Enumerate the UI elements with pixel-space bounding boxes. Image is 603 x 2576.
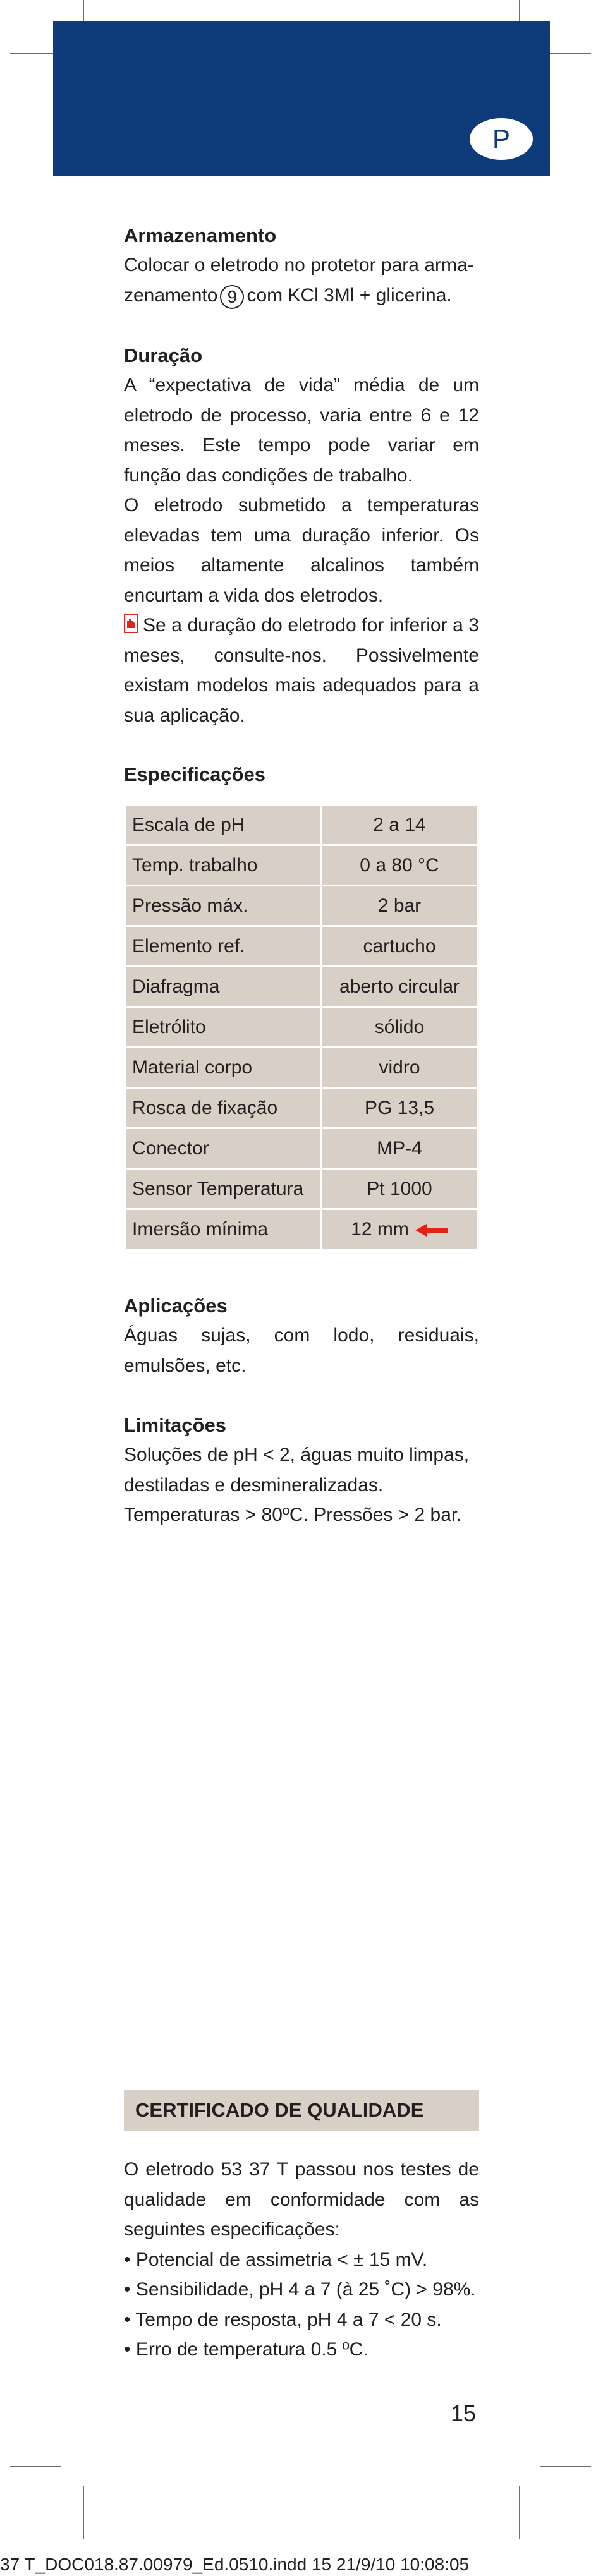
spec-label: Imersão mínima: [125, 1209, 321, 1250]
spec-row: [125, 926, 478, 967]
spec-label: Conector: [125, 1128, 321, 1169]
storage-text: Colocar o eletrodo no protetor para arma- zenamento 9 com KCl 3Ml + glicerina.: [124, 250, 479, 310]
duration-section: [124, 341, 479, 730]
spec-row: [125, 1128, 478, 1169]
crop-mark: [519, 2486, 520, 2539]
note-hand-icon: [124, 614, 138, 633]
spec-value-cell: [321, 886, 478, 926]
section-heading: Limitações: [124, 1414, 226, 1436]
certificate-list-item: • Tempo de resposta, pH 4 a 7 < 20 s.: [124, 2309, 442, 2330]
certificate-title: CERTIFICADO DE QUALIDADE: [135, 2099, 424, 2121]
spec-value-cell: [321, 1088, 478, 1128]
certificate-list-item: • Erro de temperatura 0.5 ºC.: [124, 2339, 368, 2360]
limitations-text: Soluções de pH < 2, águas muito limpas, destiladas e desmineralizadas. Temperaturas > 80ºC. Pressões > 2 bar.: [124, 1444, 470, 1525]
section-heading: Aplicações: [124, 1295, 228, 1317]
duration-text: A “expectativa de vida” média de um eletrodo de processo, varia entre 6 e 12 meses. Este tempo pode variar em função das condições de trabalho.: [124, 375, 479, 486]
spec-row: [125, 1007, 478, 1048]
specs-section: [124, 760, 479, 789]
duration-note: Se a duração do eletrodo for inferior a 3 meses, consulte-nos. Possivelmente existam modelos mais adequados para a sua aplicação.: [124, 615, 479, 726]
limitations-section: [124, 1411, 479, 1530]
specs-table: [124, 804, 479, 1250]
spec-row: [125, 845, 478, 886]
spec-value: MP-4: [377, 1137, 422, 1159]
spec-value-cell: [321, 1048, 478, 1088]
duration-text: O eletrodo submetido a temperaturas elevadas tem uma duração inferior. Os meios altamente alcalinos também encurtam a vida dos eletrodos.: [124, 495, 479, 606]
spec-row: [125, 967, 478, 1007]
spec-value-cell: [321, 1209, 478, 1250]
section-heading: Duração: [124, 344, 203, 366]
spec-value: sólido: [374, 1016, 425, 1037]
spec-row: [125, 1169, 478, 1209]
arrow-left-icon: [415, 1223, 448, 1237]
spec-value-cell: [321, 1128, 478, 1169]
spec-value: cartucho: [363, 935, 436, 957]
certificate-list: [124, 2245, 479, 2365]
spec-label: Elemento ref.: [125, 926, 321, 967]
crop-mark: [10, 2466, 61, 2467]
spec-value: vidro: [379, 1056, 420, 1078]
circled-number-icon: 9: [220, 285, 244, 309]
section-heading: Especificações: [124, 763, 266, 785]
spec-row: [125, 886, 478, 926]
spec-label: Material corpo: [125, 1048, 321, 1088]
spec-value-cell: [321, 967, 478, 1007]
spec-label: Escala de pH: [125, 805, 321, 845]
page-number: 15: [451, 2400, 477, 2426]
spec-label: Rosca de fixação: [125, 1088, 321, 1128]
spec-value: 0 a 80 °C: [360, 854, 439, 876]
certificate-section: [124, 2155, 479, 2365]
storage-section: [124, 221, 479, 310]
spec-value: Pt 1000: [367, 1178, 432, 1199]
crop-mark: [540, 2466, 591, 2467]
print-slug: 37 T_DOC018.87.00979_Ed.0510.indd 15 21/9/10 10:08:05: [0, 2555, 470, 2574]
certificate-intro: O eletrodo 53 37 T passou nos testes de qualidade em conformidade com as seguintes especificações:: [124, 2159, 479, 2240]
certificate-list-item: • Sensibilidade, pH 4 a 7 (à 25 ˚C) > 98%.: [124, 2279, 476, 2300]
certificate-title-bar: [124, 2090, 479, 2131]
spec-label: Temp. trabalho: [125, 845, 321, 886]
spec-label: Pressão máx.: [125, 886, 321, 926]
spec-value-cell: [321, 926, 478, 967]
model-number: 53 37 T: [221, 2159, 288, 2180]
language-badge: P: [470, 118, 533, 160]
spec-value: 12 mm: [351, 1218, 409, 1240]
spec-value: PG 13,5: [364, 1097, 435, 1118]
spec-value-cell: [321, 1007, 478, 1048]
spec-value-cell: [321, 845, 478, 886]
header-banner: [53, 21, 550, 176]
crop-mark: [83, 2486, 84, 2539]
spec-label: Diafragma: [125, 967, 321, 1007]
spec-label: Sensor Temperatura: [125, 1169, 321, 1209]
spec-value-cell: [321, 1169, 478, 1209]
certificate-list-item: • Potencial de assimetria < ± 15 mV.: [124, 2249, 428, 2270]
spec-row: [125, 1209, 478, 1250]
applications-section: [124, 1291, 479, 1381]
section-heading: Armazenamento: [124, 224, 277, 246]
spec-value-cell: [321, 805, 478, 845]
spec-value: 2 bar: [377, 895, 422, 916]
spec-row: [125, 1048, 478, 1088]
spec-value: aberto circular: [339, 976, 460, 997]
spec-label: Eletrólito: [125, 1007, 321, 1048]
applications-text: Águas sujas, com lodo, residuais, emulsões, etc.: [124, 1325, 479, 1376]
spec-value: 2 a 14: [373, 814, 426, 835]
spec-row: [125, 805, 478, 845]
spec-row: [125, 1088, 478, 1128]
